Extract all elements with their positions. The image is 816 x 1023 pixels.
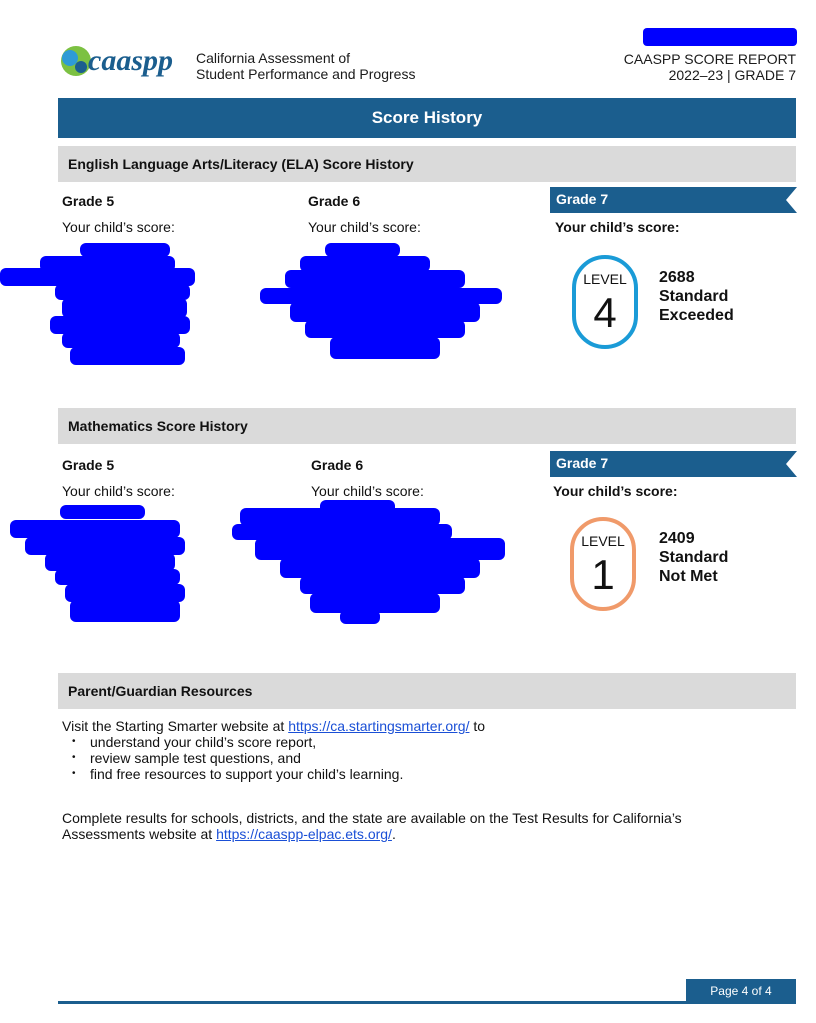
ela-grade6-score-label: Your child’s score:	[308, 219, 421, 235]
math-grade6-label: Grade 6	[311, 457, 364, 473]
resources-intro-after: to	[469, 718, 486, 734]
list-item: • find free resources to support your child’s learning.	[58, 766, 788, 782]
math-section-title: Mathematics Score History	[58, 408, 796, 444]
complete-results-line1: Complete results for schools, districts, and the state are available on the Test Results for California’s	[62, 810, 682, 826]
page-banner: Score History	[58, 98, 796, 138]
complete-results-line2	[62, 826, 802, 842]
math-grade5-score-label: Your child’s score:	[62, 483, 175, 499]
math-achievement-line2: Not Met	[659, 568, 718, 585]
list-item: • understand your child’s score report,	[58, 734, 788, 750]
caaspp-logo	[58, 40, 190, 82]
resources-list	[58, 734, 788, 782]
ela-grade7-label: Grade 7	[556, 191, 609, 207]
logo-wordmark: caaspp	[88, 44, 173, 77]
ela-achievement-line2: Exceeded	[659, 307, 734, 324]
report-title: CAASPP SCORE REPORT	[623, 51, 796, 67]
math-level-word: LEVEL	[581, 533, 625, 549]
math-grade7-score-label: Your child’s score:	[553, 483, 678, 499]
math-achievement-line1: Standard	[659, 549, 729, 566]
ela-grade5-label: Grade 5	[62, 193, 115, 209]
list-item: • review sample test questions, and	[58, 750, 788, 766]
math-grade7-label: Grade 7	[556, 455, 609, 471]
math-level-number: 1	[591, 551, 615, 598]
caaspp-elpac-link[interactable]: https://caaspp-elpac.ets.org/	[216, 826, 392, 842]
math-scale-score: 2409	[659, 530, 695, 547]
complete-results-paragraph	[62, 810, 802, 842]
complete-results-text: Assessments website at	[62, 826, 217, 842]
redacted-name	[643, 28, 797, 46]
footer-rule	[58, 1001, 796, 1004]
ela-grade5-score-label: Your child’s score:	[62, 219, 175, 235]
resources-intro-text: Visit the Starting Smarter website at	[62, 718, 289, 734]
ela-grade6-label: Grade 6	[308, 193, 361, 209]
ela-grade7-flag	[550, 187, 797, 213]
math-grade5-label: Grade 5	[62, 457, 115, 473]
report-heading	[624, 51, 796, 83]
resources-section-title: Parent/Guardian Resources	[58, 673, 796, 709]
starting-smarter-link[interactable]: https://ca.startingsmarter.org/	[288, 718, 470, 734]
math-grade7-flag	[550, 451, 797, 477]
ela-level-badge	[572, 255, 638, 349]
ela-section-title: English Language Arts/Literacy (ELA) Score History	[58, 146, 796, 182]
ela-grade7-score-label: Your child’s score:	[555, 219, 680, 235]
logo-line-2: Student Performance and Progress	[196, 66, 416, 82]
ela-achievement-line1: Standard	[659, 288, 729, 305]
math-score-block	[659, 529, 728, 586]
report-subtitle: 2022–23 | GRADE 7	[668, 67, 796, 83]
math-level-badge	[570, 517, 636, 611]
complete-results-period: .	[391, 826, 396, 842]
math-grade6-score-label: Your child’s score:	[311, 483, 424, 499]
ela-scale-score: 2688	[659, 269, 695, 286]
ela-score-block	[659, 268, 734, 325]
page-number: Page 4 of 4	[686, 979, 796, 1003]
caaspp-logo-mark	[58, 40, 190, 82]
logo-text	[196, 50, 415, 82]
resources-intro	[62, 718, 792, 734]
logo-line-1: California Assessment of	[196, 50, 351, 66]
ela-level-word: LEVEL	[583, 271, 627, 287]
ela-level-number: 4	[593, 289, 617, 336]
